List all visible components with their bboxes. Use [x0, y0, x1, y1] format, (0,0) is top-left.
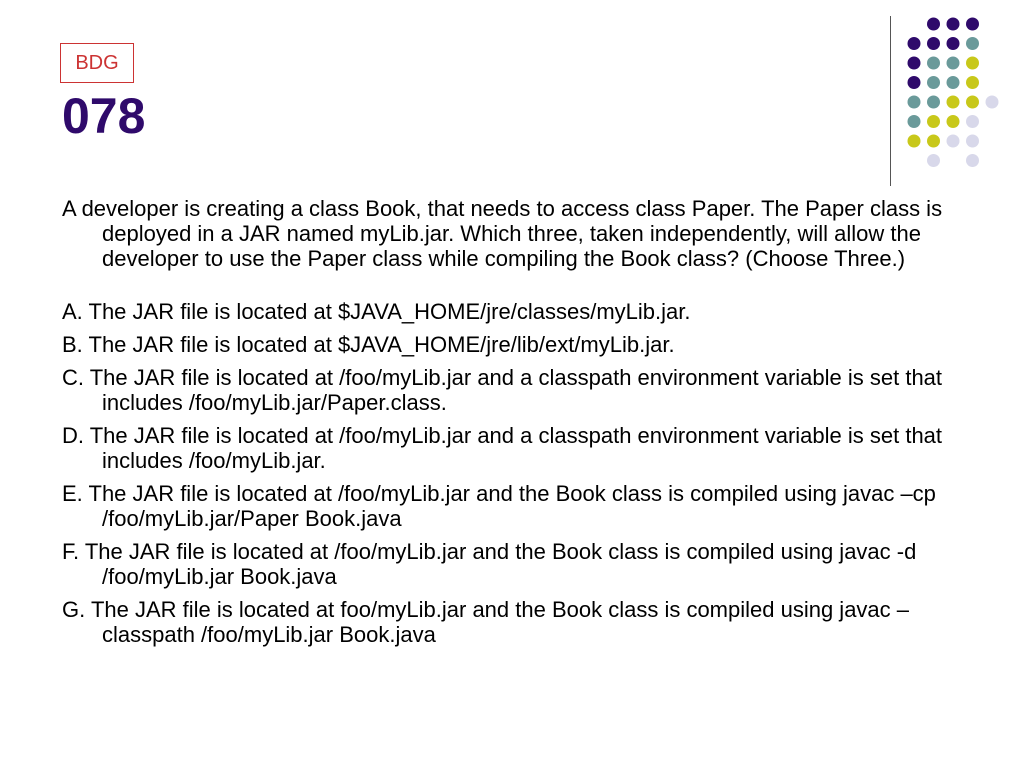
dot-teal: [908, 96, 921, 109]
dot-teal: [927, 76, 940, 89]
option-g: G. The JAR file is located at foo/myLib.jar and the Book class is compiled using javac –classpath /foo/myLib.jar Book.java: [62, 597, 910, 647]
dot-teal: [927, 57, 940, 70]
slide-number: 078: [62, 88, 146, 144]
dot-lavender: [966, 115, 979, 128]
dot-teal: [908, 115, 921, 128]
option-d: D. The JAR file is located at /foo/myLib.jar and a classpath environment variable is set that includes /foo/myLib.jar.: [62, 423, 943, 473]
dot-lavender: [986, 96, 999, 109]
dot-teal: [947, 76, 960, 89]
option-c: C. The JAR file is located at /foo/myLib.jar and a classpath environment variable is set that includes /foo/myLib.jar/Paper.class.: [62, 365, 943, 415]
dot-purple: [908, 76, 921, 89]
dot-teal: [947, 57, 960, 70]
dot-lime: [966, 96, 979, 109]
dot-lavender: [927, 154, 940, 167]
decorative-dot-grid: [900, 10, 1020, 170]
dot-lime: [908, 135, 921, 148]
dot-teal: [966, 37, 979, 50]
dot-purple: [966, 18, 979, 31]
dot-lime: [947, 96, 960, 109]
dot-purple: [947, 37, 960, 50]
dot-lime: [947, 115, 960, 128]
badge-label: BDG: [60, 43, 134, 83]
question-text: A developer is creating a class Book, that needs to access class Paper. The Paper class is deployed in a JAR named myLib.jar. Which three, taken independently, will allow the developer to use the Paper class while compiling the Book class? (Choose Three.): [62, 196, 943, 271]
dot-purple: [908, 57, 921, 70]
vertical-divider: [890, 16, 891, 186]
dot-lavender: [947, 135, 960, 148]
option-f: F. The JAR file is located at /foo/myLib.jar and the Book class is compiled using javac -d /foo/myLib.jar Book.java: [62, 539, 917, 589]
answer-options: [62, 299, 962, 647]
option-b: B. The JAR file is located at $JAVA_HOME/jre/lib/ext/myLib.jar.: [62, 332, 675, 357]
option-e: E. The JAR file is located at /foo/myLib.jar and the Book class is compiled using javac –cp /foo/myLib.jar/Paper Book.java: [62, 481, 936, 531]
dot-purple: [947, 18, 960, 31]
dot-lavender: [966, 154, 979, 167]
option-a: A. The JAR file is located at $JAVA_HOME/jre/classes/myLib.jar.: [62, 299, 691, 324]
dot-purple: [908, 37, 921, 50]
dot-purple: [927, 18, 940, 31]
dot-lime: [927, 135, 940, 148]
dot-grid-graphic: [900, 10, 1020, 170]
slide-body: [62, 196, 962, 655]
dot-lime: [966, 76, 979, 89]
dot-lime: [927, 115, 940, 128]
dot-lime: [966, 57, 979, 70]
dot-purple: [927, 37, 940, 50]
dot-teal: [927, 96, 940, 109]
dot-lavender: [966, 135, 979, 148]
